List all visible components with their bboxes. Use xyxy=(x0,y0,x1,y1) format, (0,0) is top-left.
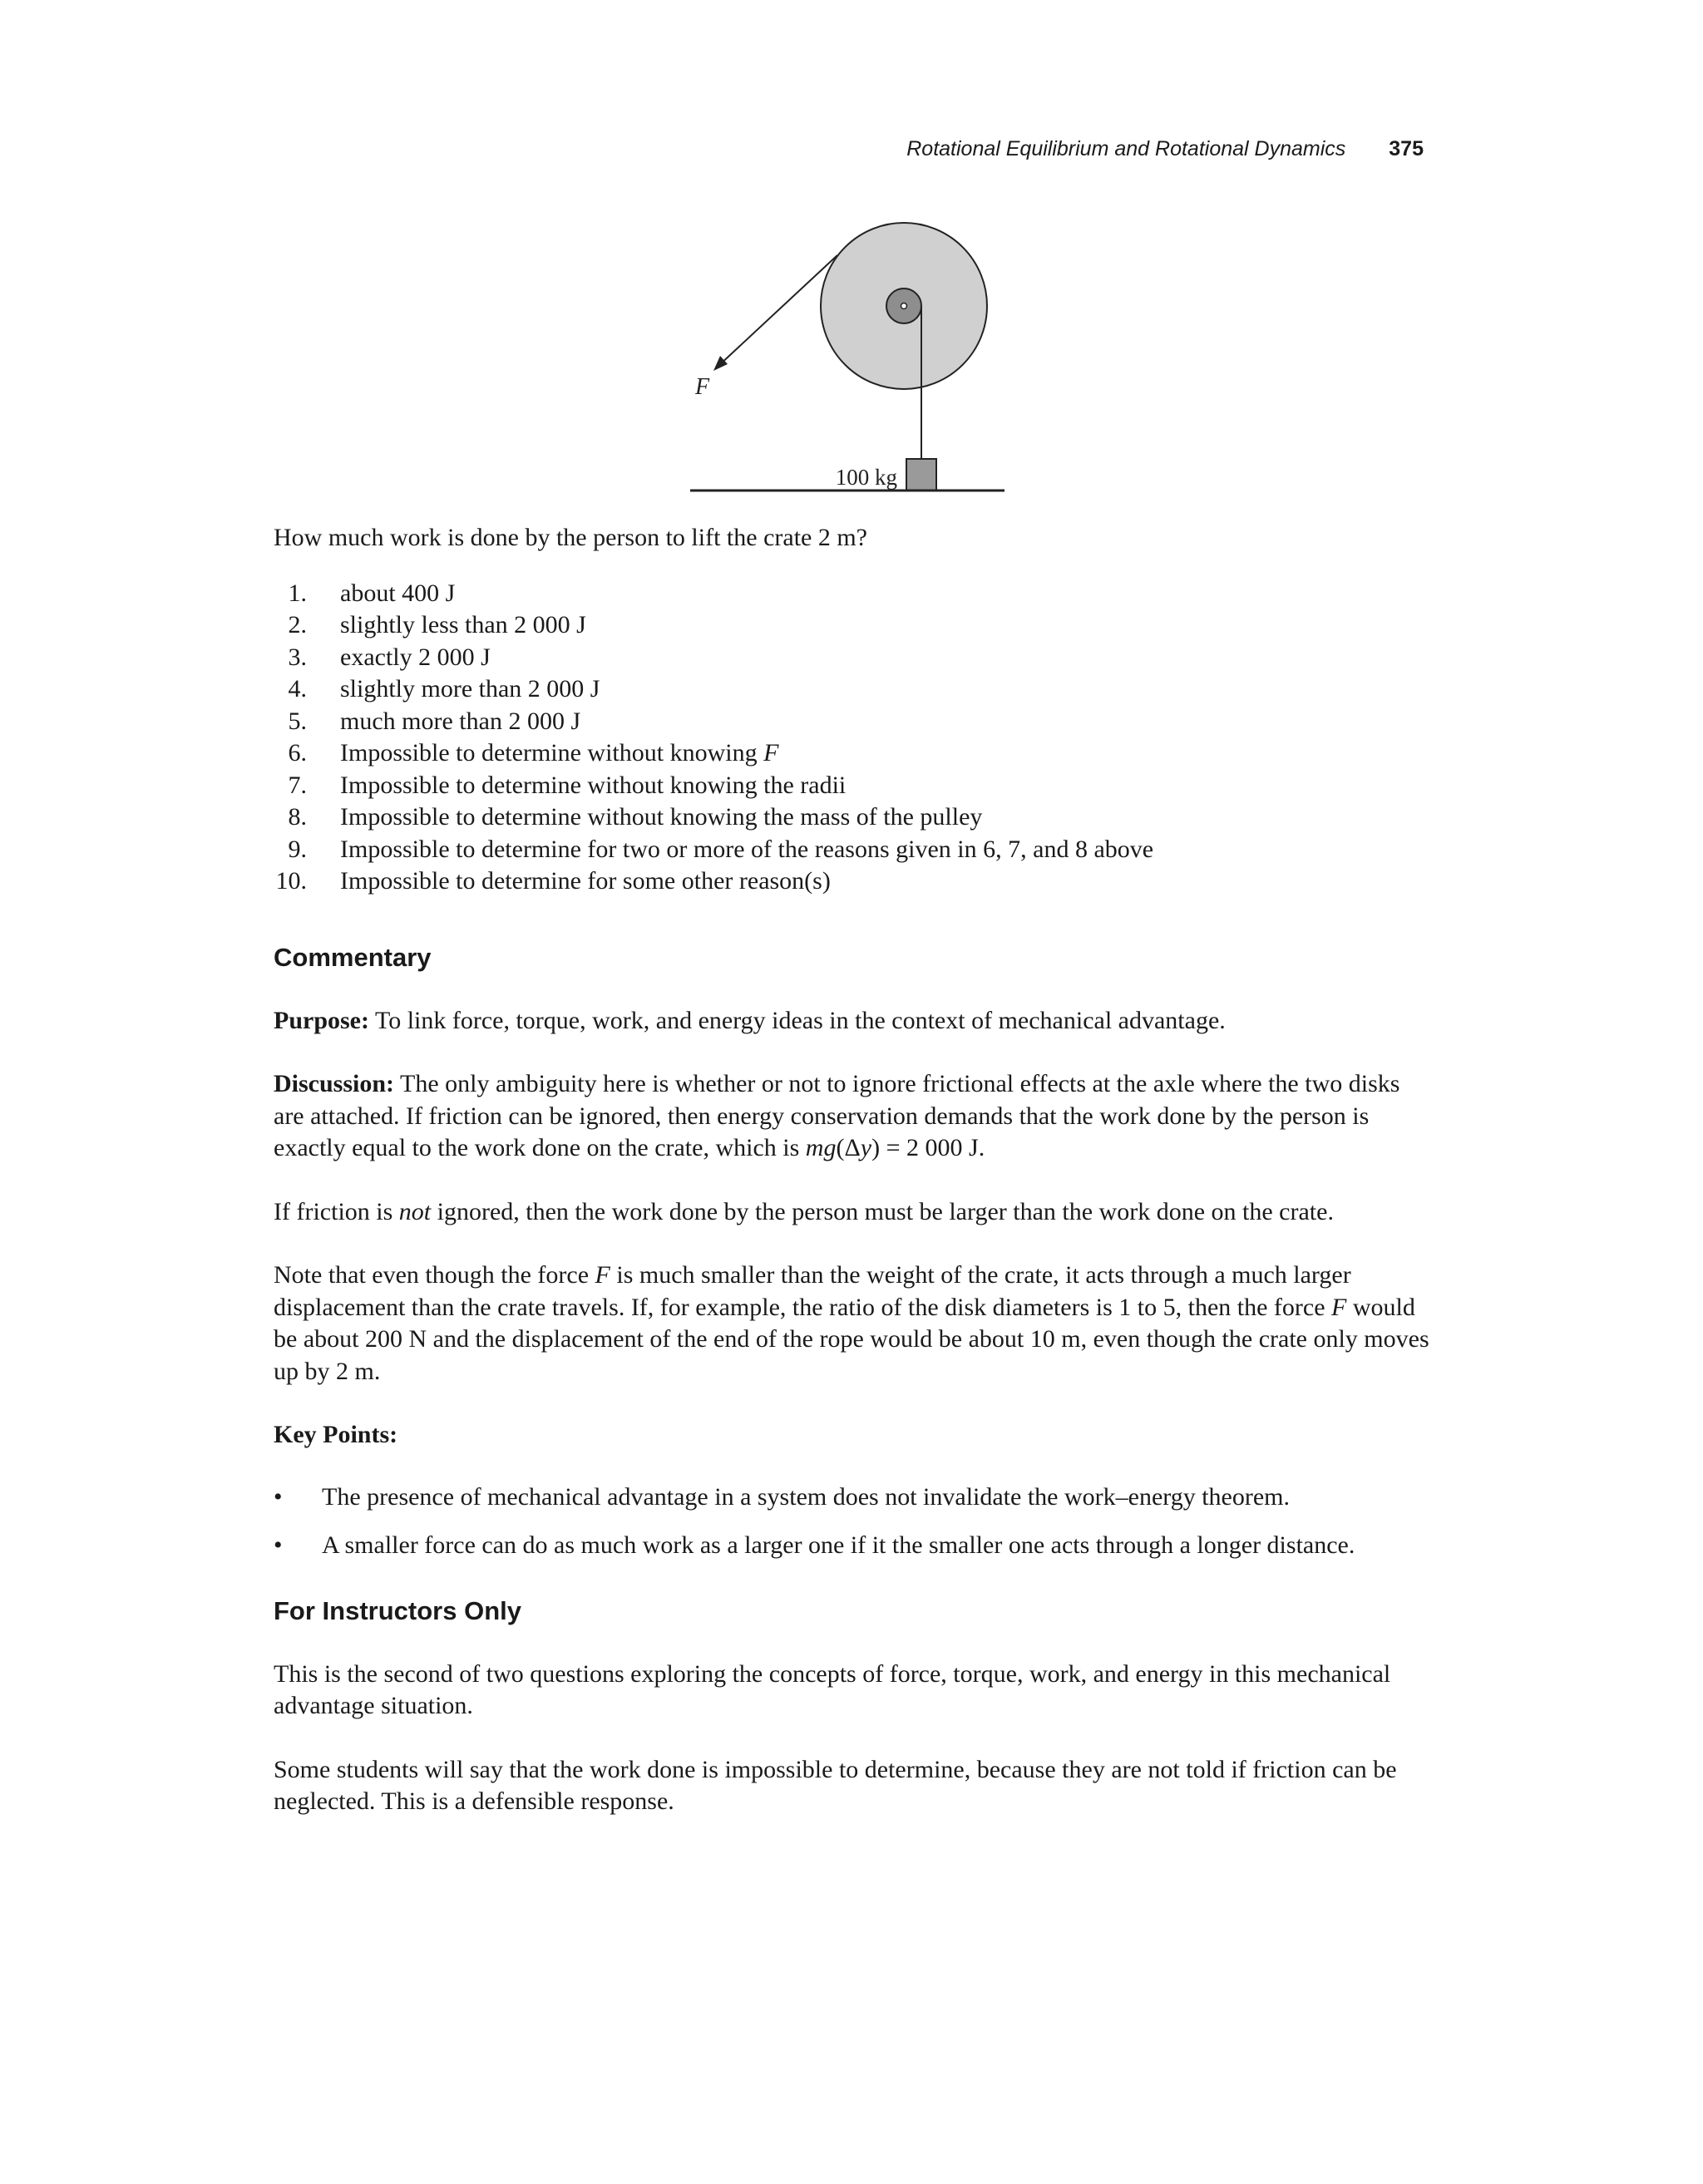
choice-number: 8. xyxy=(288,803,307,831)
choice-item xyxy=(274,834,1429,866)
instructors-paragraph: This is the second of two questions exploring the concepts of force, torque, work, and energy in this mechanical advantage situation. xyxy=(274,1659,1391,1719)
running-title: Rotational Equilibrium and Rotational Dynamics xyxy=(906,137,1346,160)
key-point-item xyxy=(274,1481,1429,1514)
choice-item xyxy=(274,770,1429,802)
choice-text: much more than 2 000 J xyxy=(340,707,581,735)
purpose-paragraph xyxy=(274,1005,1429,1038)
instructors-paragraph: Some students will say that the work done is impossible to determine, because they are not told if friction can be neglected. This is a defensible response. xyxy=(274,1755,1397,1815)
key-points-label xyxy=(274,1419,1429,1452)
note-var-f2: F xyxy=(1331,1293,1347,1321)
key-points-list xyxy=(274,1481,1429,1562)
formula-open: (Δ xyxy=(836,1134,861,1161)
key-point-item xyxy=(274,1530,1429,1562)
friction-pre: If friction is xyxy=(274,1197,399,1225)
mass-label: 100 kg xyxy=(835,465,897,490)
instructors-heading: For Instructors Only xyxy=(274,1595,521,1625)
choice-text: slightly less than 2 000 J xyxy=(340,611,586,638)
friction-post: ignored, then the work done by the person must be larger than the work done on the crate. xyxy=(431,1197,1334,1225)
purpose-label: Purpose: xyxy=(274,1006,369,1034)
choice-text xyxy=(340,737,778,770)
choice-text: about 400 J xyxy=(340,579,456,607)
choice-item xyxy=(274,609,1429,642)
choice-text: Impossible to determine without knowing the mass of the pulley xyxy=(340,803,983,831)
friction-not: not xyxy=(398,1197,432,1225)
choice-number: 6. xyxy=(288,739,307,767)
answer-choices xyxy=(274,578,1429,898)
key-point-text: The presence of mechanical advantage in a system does not invalidate the work–energy theorem. xyxy=(322,1482,1291,1511)
force-arrowhead xyxy=(713,356,728,371)
choice-number: 3. xyxy=(288,643,307,671)
page-number: 375 xyxy=(1389,137,1424,160)
choice-text: Impossible to determine without knowing the radii xyxy=(340,771,847,799)
note-var-f1: F xyxy=(595,1261,610,1289)
choice-number: 2. xyxy=(288,611,307,638)
choice-item xyxy=(274,801,1429,834)
question-text: How much work is done by the person to lift the crate 2 m? xyxy=(274,524,867,551)
note-text-3: would be about 200 N and the displacement of the end of the rope would be about 10 m, even though the crate only moves up by 2 m. xyxy=(274,1293,1429,1385)
purpose-text: To link force, torque, work, and energy ideas in the context of mechanical advantage. xyxy=(369,1006,1226,1034)
key-points-label-text: Key Points: xyxy=(274,1421,398,1448)
choice-item xyxy=(274,673,1429,706)
choice-item xyxy=(274,642,1429,674)
formula-y: y xyxy=(860,1134,872,1161)
key-point-text: A smaller force can do as much work as a larger one if it the smaller one acts through a longer distance. xyxy=(322,1531,1355,1559)
note-paragraph xyxy=(274,1260,1429,1388)
formula-close: ) xyxy=(871,1134,881,1161)
choice-number: 5. xyxy=(288,707,307,735)
force-rope xyxy=(718,255,837,367)
force-label: F xyxy=(695,374,710,400)
choice-number: 9. xyxy=(288,835,307,863)
discussion-label: Discussion: xyxy=(274,1070,395,1097)
choice-number: 10. xyxy=(275,867,307,895)
choice-number: 4. xyxy=(288,675,307,703)
choice-item xyxy=(274,578,1429,610)
choice-item xyxy=(274,706,1429,738)
discussion-paragraph xyxy=(274,1068,1429,1165)
choice-text-part: Impossible to determine without knowing xyxy=(340,739,764,767)
note-text-1: Note that even though the force xyxy=(274,1261,595,1289)
choice-text: exactly 2 000 J xyxy=(340,643,491,671)
running-header xyxy=(0,137,1424,161)
choice-item xyxy=(274,737,1429,770)
choice-text: slightly more than 2 000 J xyxy=(340,675,600,703)
commentary-heading: Commentary xyxy=(274,942,432,972)
page-content xyxy=(274,522,1429,1850)
note-text-2: is much smaller than the weight of the crate, it acts through a much larger displacement than the crate travels. If, for example, the ratio of the disk diameters is 1 to 5, then the force xyxy=(274,1261,1351,1321)
pulley-figure xyxy=(682,212,1014,495)
axle xyxy=(901,303,907,309)
choice-item xyxy=(274,865,1429,898)
choice-text: Impossible to determine for two or more of the reasons given in 6, 7, and 8 above xyxy=(340,835,1154,863)
formula-rest: = 2 000 J. xyxy=(880,1134,985,1161)
bullet-marker: • xyxy=(274,1482,283,1511)
crate xyxy=(906,459,936,491)
choice-italic-var: F xyxy=(763,739,779,767)
choice-text: Impossible to determine for some other reason(s) xyxy=(340,867,831,895)
friction-paragraph xyxy=(274,1196,1429,1229)
choice-number: 1. xyxy=(288,579,307,607)
formula-mg: mg xyxy=(805,1134,837,1161)
bullet-marker: • xyxy=(274,1531,283,1559)
choice-number: 7. xyxy=(288,771,307,799)
discussion-text: The only ambiguity here is whether or not to ignore frictional effects at the axle where the two disks are attached. If friction can be ignored, then energy conservation demands that the work done by the person is exactly equal to the work done on the crate, which is xyxy=(274,1070,1400,1161)
